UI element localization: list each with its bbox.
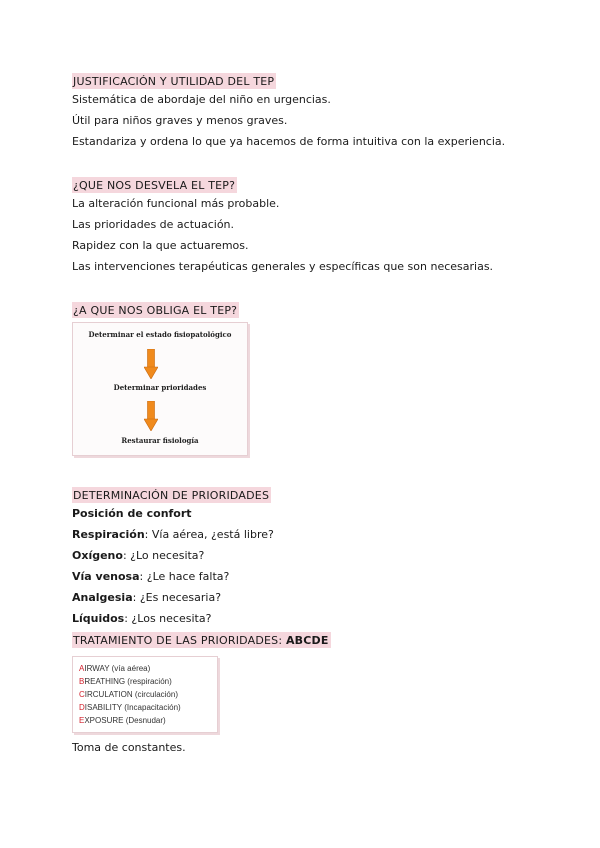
priority-label: Vía venosa	[72, 570, 140, 583]
abcde-item	[79, 688, 217, 701]
text-line: La alteración funcional más probable.	[72, 197, 280, 210]
abcde-rest: ISABILITY (Incapacitación)	[84, 703, 181, 712]
priority-text: : ¿Le hace falta?	[139, 570, 230, 583]
abcde-item	[79, 701, 217, 714]
flow-step-3: Restaurar fisiología	[121, 436, 199, 445]
abcde-rest: XPOSURE (Desnudar)	[84, 716, 166, 725]
priority-label: Analgesia	[72, 591, 133, 604]
down-arrow-icon	[144, 401, 158, 431]
section-heading-prioridades: DETERMINACIÓN DE PRIORIDADES	[73, 489, 270, 502]
priority-text: : ¿Es necesaria?	[132, 591, 222, 604]
text-line-constantes: Toma de constantes.	[72, 741, 186, 754]
abcde-letter: E	[79, 716, 85, 725]
priority-item	[72, 545, 542, 566]
priority-text: : Vía aérea, ¿está libre?	[144, 528, 274, 541]
flow-step-1: Determinar el estado fisiopatológico	[88, 330, 232, 339]
document-page	[72, 70, 542, 758]
flow-step-2: Determinar prioridades	[113, 383, 207, 392]
heading-bold: ABCDE	[285, 634, 329, 647]
priority-item	[72, 608, 542, 629]
priority-text: : ¿Lo necesita?	[122, 549, 205, 562]
abcde-letter: B	[79, 677, 85, 686]
abcde-rest: REATHING (respiración)	[84, 677, 172, 686]
heading-prefix: TRATAMIENTO DE LAS PRIORIDADES:	[73, 634, 286, 647]
abcde-letter: C	[79, 690, 85, 699]
text-line: Rapidez con la que actuaremos.	[72, 239, 249, 252]
flow-diagram	[72, 322, 248, 456]
abcde-rest: IRWAY (vía aérea)	[84, 664, 151, 673]
text-line-confort: Posición de confort	[72, 507, 192, 520]
priority-item	[72, 587, 542, 608]
abcde-rest: IRCULATION (circulación)	[84, 690, 178, 699]
abcde-item	[79, 714, 217, 727]
abcde-box	[72, 656, 218, 733]
section-heading-obliga: ¿A QUE NOS OBLIGA EL TEP?	[73, 304, 238, 317]
priority-text: : ¿Los necesita?	[124, 612, 212, 625]
down-arrow-icon	[144, 349, 158, 379]
section-heading-tratamiento	[72, 632, 331, 648]
abcde-letter: A	[79, 664, 85, 673]
abcde-letter: D	[79, 703, 85, 712]
text-line: Estandariza y ordena lo que ya hacemos de forma intuitiva con la experiencia.	[72, 135, 506, 148]
text-line: Sistemática de abordaje del niño en urgencias.	[72, 93, 331, 106]
text-line: Las prioridades de actuación.	[72, 218, 235, 231]
text-line: Útil para niños graves y menos graves.	[72, 114, 288, 127]
abcde-item	[79, 662, 217, 675]
priority-item	[72, 524, 542, 545]
text-line: Las intervenciones terapéuticas generales y específicas que son necesarias.	[72, 260, 494, 273]
abcde-item	[79, 675, 217, 688]
priority-label: Oxígeno	[72, 549, 123, 562]
priority-item	[72, 566, 542, 587]
section-heading-desvela: ¿QUE NOS DESVELA EL TEP?	[73, 179, 236, 192]
section-heading-justificacion: JUSTIFICACIÓN Y UTILIDAD DEL TEP	[73, 75, 275, 88]
priority-label: Líquidos	[72, 612, 125, 625]
priority-label: Respiración	[72, 528, 145, 541]
